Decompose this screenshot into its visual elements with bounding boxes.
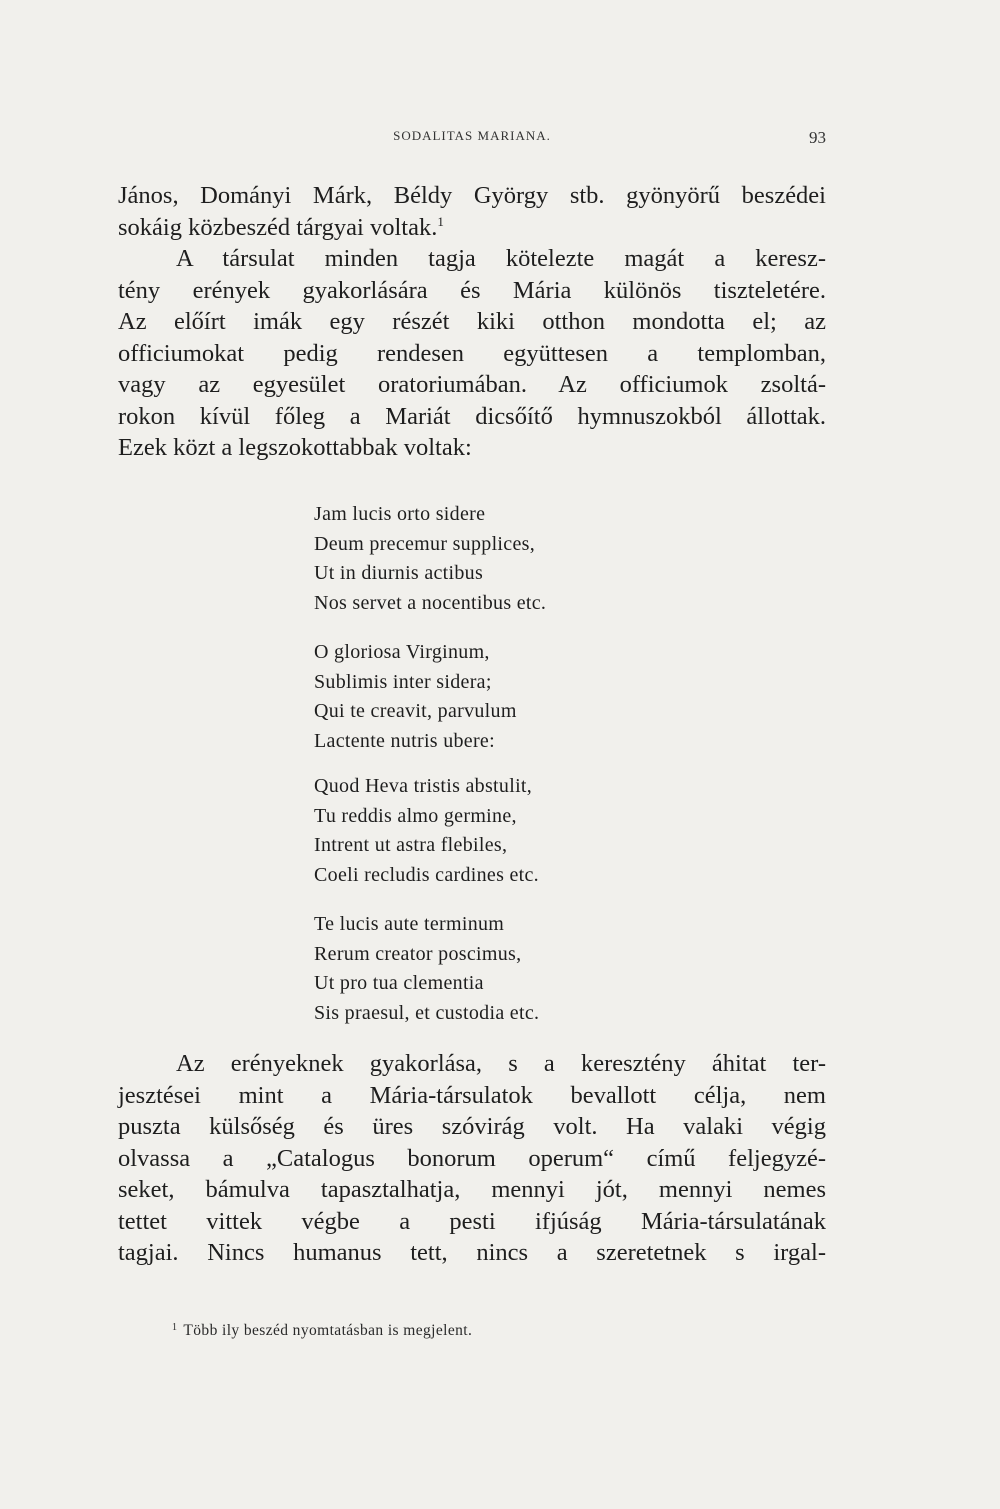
hymn-stanza: [314, 772, 694, 890]
hymn-stanza: [314, 638, 694, 756]
footnote-reference: 1: [437, 213, 444, 229]
verse-line: Quod Heva tristis abstulit,: [314, 775, 533, 797]
verse-line: Te lucis aute terminum: [314, 913, 505, 935]
paragraph-virtues: [118, 1048, 826, 1269]
footnote-marker: 1: [172, 1322, 178, 1333]
text-line: tény erények gyakorlására és Mária különös tiszteletére.: [118, 276, 826, 304]
verse-line: Tu reddis almo germine,: [314, 804, 517, 827]
text-line: seket, bámulva tapasztalhatja, mennyi jót, mennyi nemes: [118, 1176, 826, 1203]
hymn-stanza: [314, 910, 694, 1028]
text-line: tagjai. Nincs humanus tett, nincs a szeretetnek s irgal-: [118, 1239, 826, 1266]
text-line: vagy az egyesület oratoriumában. Az officiumok zsoltá-: [118, 371, 826, 398]
footnote: [172, 1322, 772, 1340]
verse-line: Lactente nutris ubere:: [314, 729, 495, 752]
text-line: [118, 212, 826, 244]
verse-line: Coeli recludis cardines etc.: [314, 863, 539, 886]
text-line: officiumokat pedig rendesen együttesen a templomban,: [118, 339, 826, 367]
text-line: A társulat minden tagja kötelezte magát a keresz-: [176, 245, 826, 272]
text-line: olvassa a „Catalogus bonorum operum“ című feljegyzé-: [118, 1144, 826, 1172]
text-line: Az előírt imák egy részét kiki otthon mondotta el; az: [118, 308, 826, 335]
verse-line: Deum precemur supplices,: [314, 532, 536, 555]
verse-line: Jam lucis orto sidere: [314, 503, 486, 525]
text-line-content: sokáig közbeszéd tárgyai voltak.: [118, 213, 438, 241]
paragraph-society: [118, 243, 826, 464]
prose-bottom: [118, 1048, 826, 1269]
prose-top: [118, 180, 826, 464]
verse-line: Ut pro tua clementia: [314, 972, 484, 994]
verse-line: Rerum creator poscimus,: [314, 942, 522, 965]
verse-line: Qui te creavit, parvulum: [314, 700, 517, 722]
verse-line: Ut in diurnis actibus: [314, 562, 484, 584]
verse-line: Sis praesul, et custodia etc.: [314, 1001, 540, 1024]
verse-line: Intrent ut astra flebiles,: [314, 834, 508, 856]
running-head: [118, 128, 826, 150]
running-title: SODALITAS MARIANA.: [393, 128, 551, 143]
text-line: puszta külsőség és üres szóvirág volt. Ha valaki végig: [118, 1113, 826, 1140]
text-line: János, Dományi Márk, Béldy György stb. gyönyörű beszédei: [118, 182, 826, 209]
verse-line: O gloriosa Virginum,: [314, 641, 490, 663]
verse-line: Sublimis inter sidera;: [314, 670, 492, 693]
text-line: Ezek közt a legszokottabbak voltak:: [118, 434, 472, 461]
text-line: rokon kívül főleg a Mariát dicsőítő hymnuszokból állottak.: [118, 402, 826, 430]
footnote-text: Több ily beszéd nyomtatásban is megjelent.: [183, 1322, 473, 1339]
text-line: tettet vittek végbe a pesti ifjúság Mária-társulatának: [118, 1207, 826, 1235]
hymn-stanza: [314, 500, 694, 618]
text-line: Az erényeknek gyakorlása, s a keresztény áhitat ter-: [176, 1050, 826, 1077]
text-line: jesztései mint a Mária-társulatok bevallott célja, nem: [118, 1081, 826, 1109]
paragraph-continued: [118, 180, 826, 243]
verse-line: Nos servet a nocentibus etc.: [314, 591, 547, 614]
page-number: 93: [809, 128, 826, 147]
